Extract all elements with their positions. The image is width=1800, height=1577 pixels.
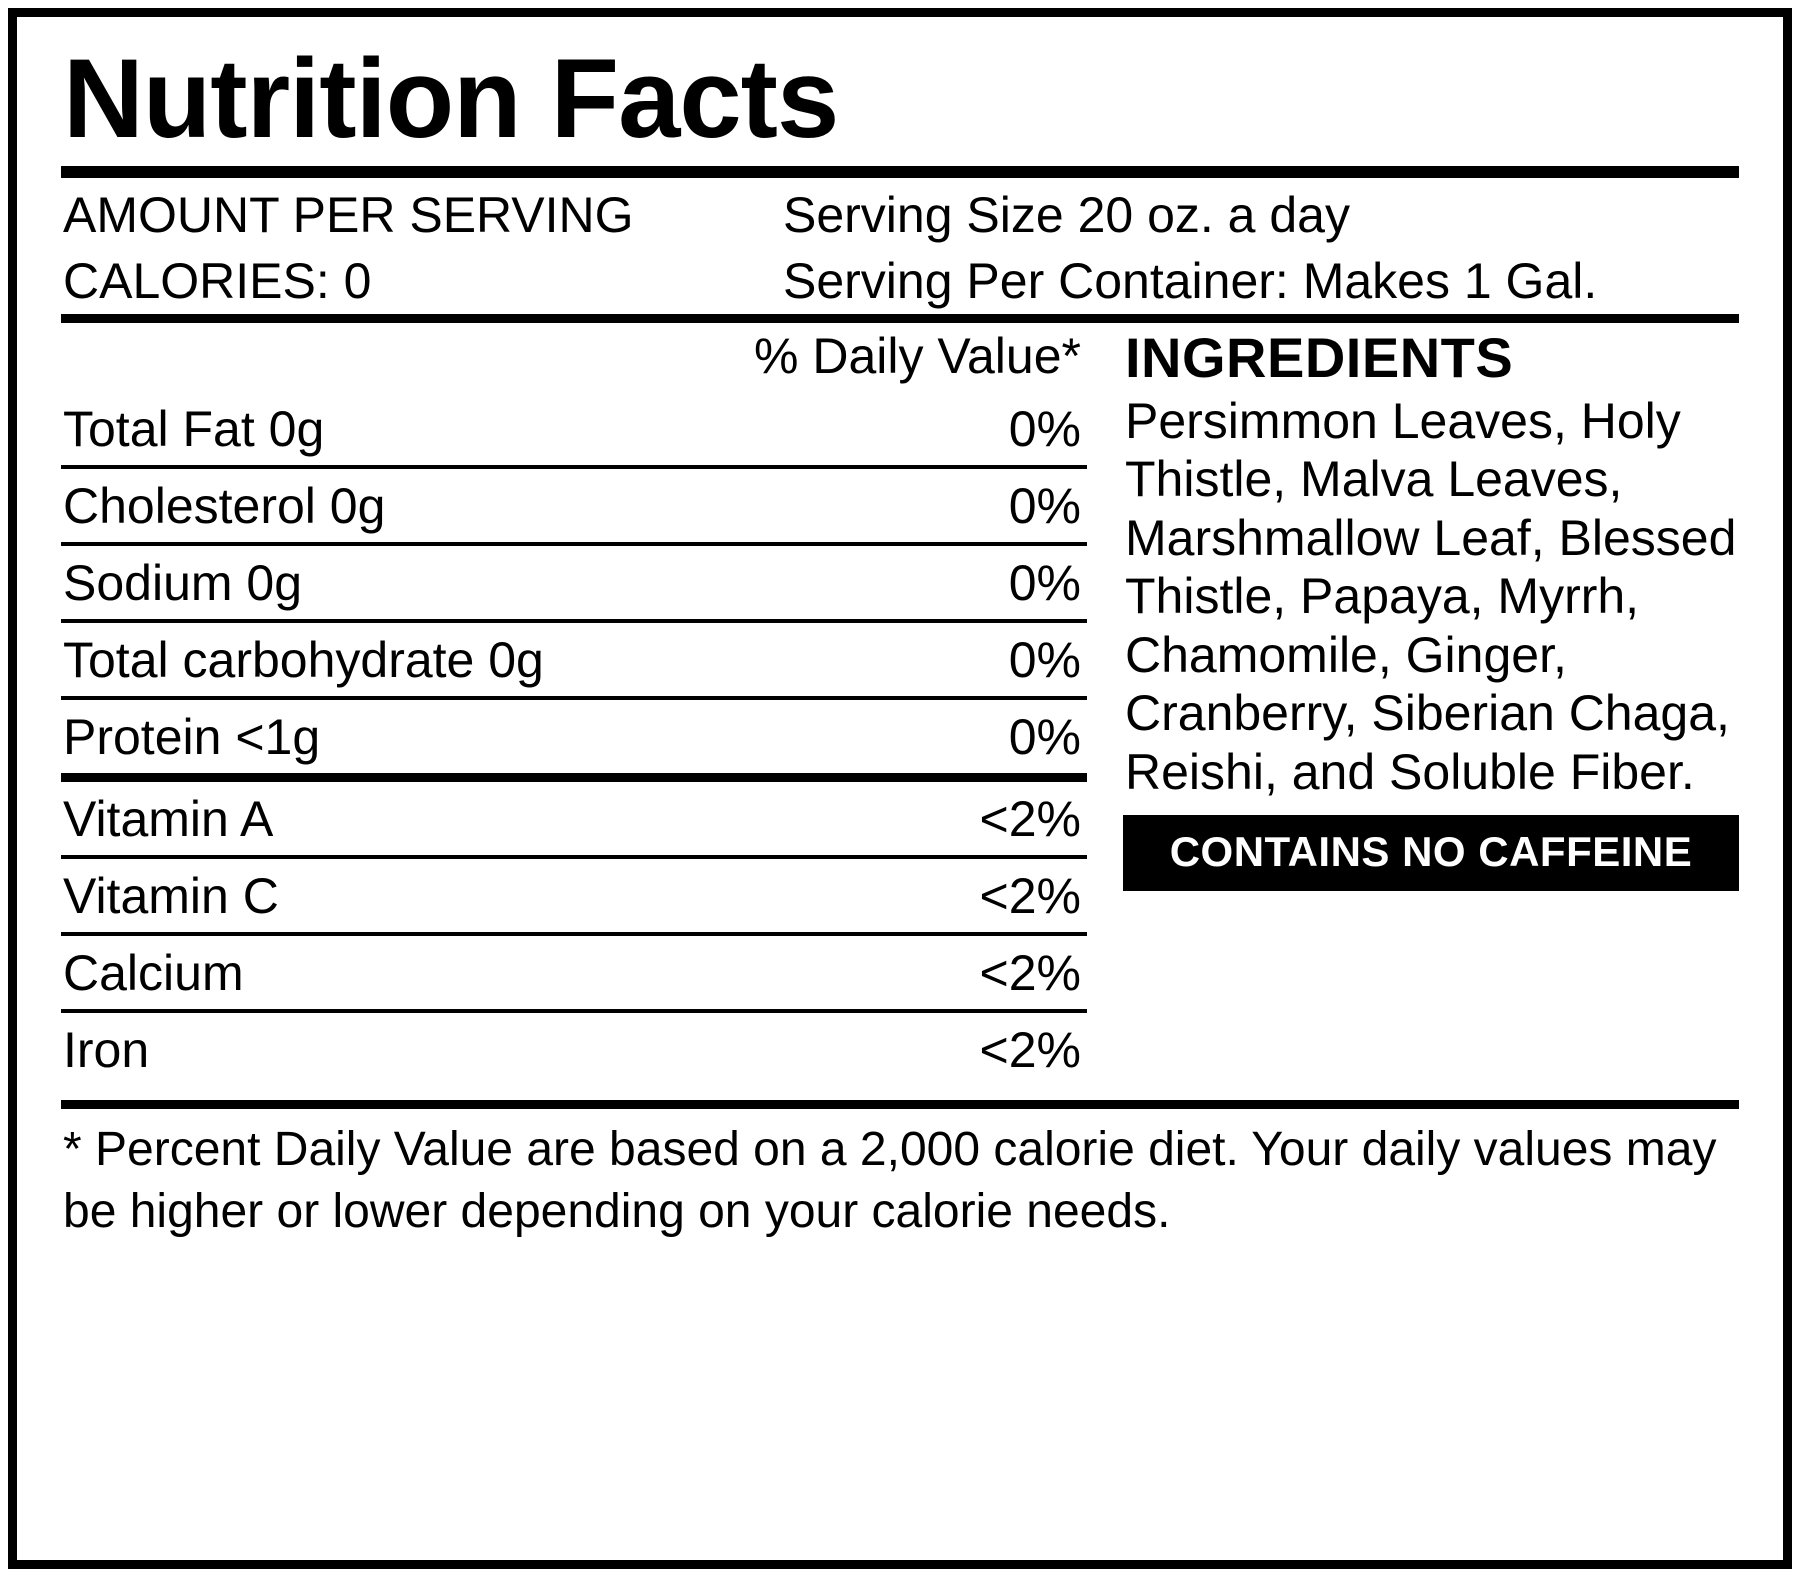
nutrient-name: Calcium <box>63 944 244 1001</box>
nutrient-value: <2% <box>979 790 1081 847</box>
table-row <box>61 619 1087 696</box>
table-row <box>61 1009 1087 1086</box>
nutrient-value: <2% <box>979 1021 1081 1078</box>
table-row <box>61 465 1087 542</box>
nutrient-value: <2% <box>979 944 1081 1001</box>
nutrient-name: Total Fat 0g <box>63 400 325 457</box>
nutrient-name: Vitamin A <box>63 790 274 847</box>
table-row <box>61 392 1087 465</box>
serving-row-calories <box>63 248 1737 314</box>
nutrient-table <box>61 323 1101 1086</box>
nutrient-name: Total carbohydrate 0g <box>63 631 544 688</box>
servings-per-container-value: Serving Per Container: Makes 1 Gal. <box>783 252 1598 309</box>
serving-row-amount <box>63 182 1737 248</box>
serving-size-value: Serving Size 20 oz. a day <box>783 186 1350 243</box>
label-body <box>61 323 1739 1086</box>
table-row <box>61 855 1087 932</box>
amount-per-serving-label: AMOUNT PER SERVING <box>63 186 634 243</box>
nutrient-value: 0% <box>1008 708 1081 765</box>
divider-thick-top <box>61 166 1739 178</box>
nutrient-name: Cholesterol 0g <box>63 477 386 534</box>
nutrient-name: Iron <box>63 1021 150 1078</box>
daily-value-footnote: * Percent Daily Value are based on a 2,000 calorie diet. Your daily values may be higher or lower depending on your calorie needs. <box>63 1122 1717 1239</box>
status-badge: CONTAINS NO CAFFEINE <box>1123 815 1739 891</box>
table-row <box>61 773 1087 855</box>
nutrient-name: Sodium 0g <box>63 554 303 611</box>
serving-information <box>63 182 1737 314</box>
divider-below-serving <box>61 314 1739 323</box>
ingredients-panel <box>1101 323 1739 1086</box>
nutrient-value: 0% <box>1008 631 1081 688</box>
nutrient-value: 0% <box>1008 400 1081 457</box>
page-title: Nutrition Facts <box>63 36 839 161</box>
table-row <box>61 696 1087 773</box>
ingredients-heading: INGREDIENTS <box>1125 325 1514 389</box>
nutrient-value: 0% <box>1008 554 1081 611</box>
nutrient-value: <2% <box>979 867 1081 924</box>
nutrient-name: Protein <1g <box>63 708 321 765</box>
calories-label: CALORIES: 0 <box>63 252 372 309</box>
daily-value-header: % Daily Value* <box>753 327 1081 384</box>
nutrition-facts-label <box>8 8 1792 1569</box>
nutrient-name: Vitamin C <box>63 867 279 924</box>
table-row <box>61 932 1087 1009</box>
table-row <box>61 542 1087 619</box>
divider-above-footnote <box>61 1100 1739 1109</box>
nutrient-value: 0% <box>1008 477 1081 534</box>
ingredients-text: Persimmon Leaves, Holy Thistle, Malva Leaves, Marshmallow Leaf, Blessed Thistle, Papaya, Myrrh, Chamomile, Ginger, Cranberry, Siberian Chaga, Reishi, and Soluble Fiber. <box>1125 392 1737 800</box>
